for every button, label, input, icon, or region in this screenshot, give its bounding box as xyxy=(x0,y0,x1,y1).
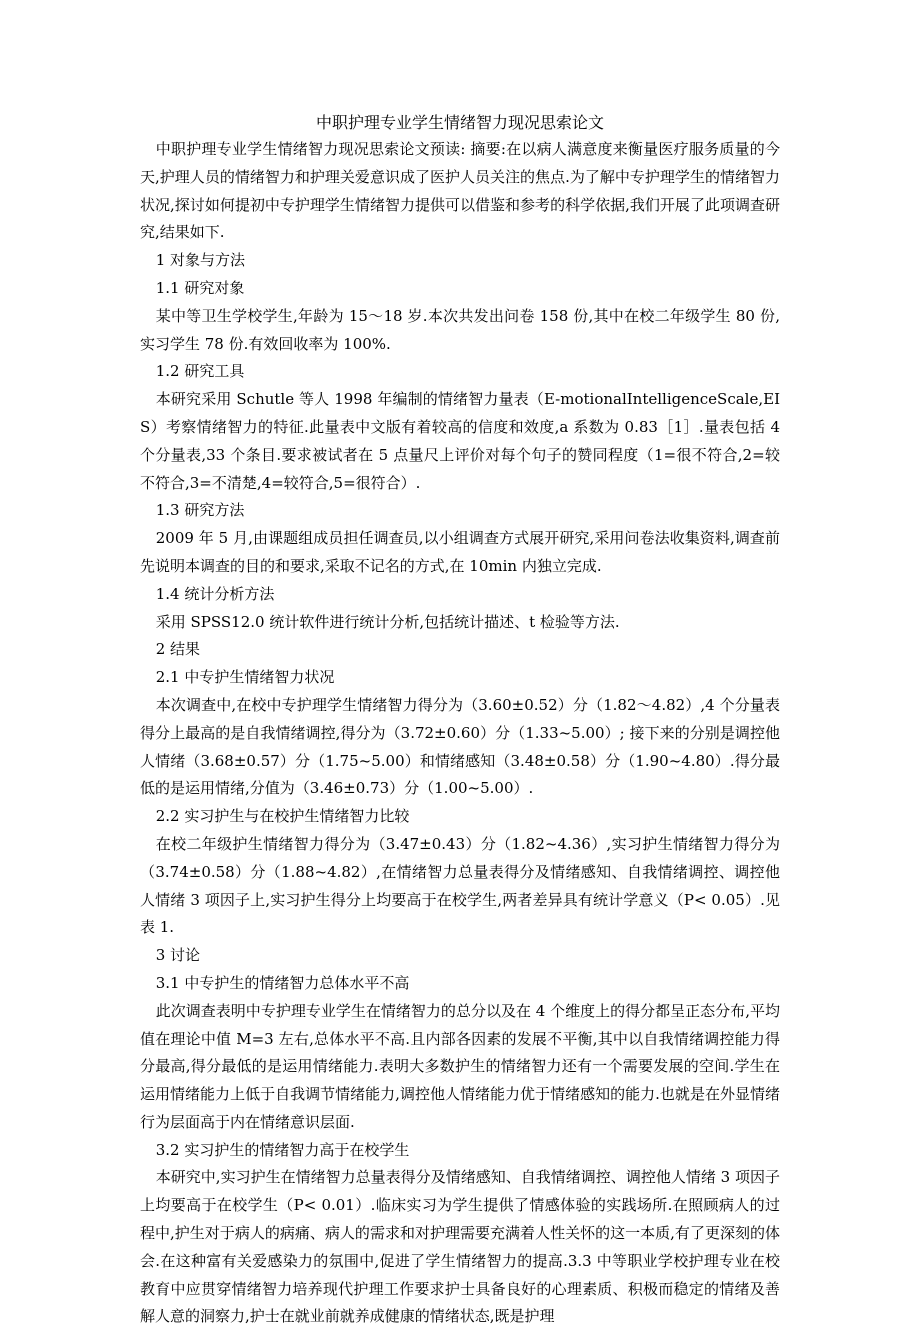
body-paragraph: 本研究采用 Schutle 等人 1998 年编制的情绪智力量表（E-motionalIntelligenceScale,EIS）考察情绪智力的特征.此量表中文版有着较高的信度和效度,a 系数为 0.83［1］.量表包括 4 个分量表,33 个条目.要求被试者在 5 点量尺上评价对每个句子的赞同程度（1=很不符合,2=较不符合,3=不清楚,4=较符合,5=很符合）. xyxy=(140,390,780,492)
document-page xyxy=(140,110,780,1331)
body-paragraph: 采用 SPSS12.0 统计软件进行统计分析,包括统计描述、t 检验等方法. xyxy=(155,612,620,631)
section-heading: 2.2 实习护生与在校护生情绪智力比较 xyxy=(155,807,410,826)
body-paragraph: 某中等卫生学校学生,年龄为 15～18 岁.本次共发出问卷 158 份,其中在校二年级学生 80 份,实习学生 78 份.有效回收率为 100%. xyxy=(140,306,780,353)
body-paragraph: 2009 年 5 月,由课题组成员担任调查员,以小组调查方式展开研究,采用问卷法收集资料,调查前先说明本调查的目的和要求,采取不记名的方式,在 10min 内独立完成. xyxy=(140,529,780,575)
section-heading: 1.3 研究方法 xyxy=(155,501,245,520)
body-paragraph: 中职护理专业学生情绪智力现况思索论文预读: 摘要:在以病人满意度来衡量医疗服务质量的今天,护理人员的情绪智力和护理关爱意识成了医护人员关注的焦点.为了解中专护理学生的情绪智力状况,探讨如何提初中专护理学生情绪智力提供可以借鉴和参考的科学依据,我们开展了此项调查研究,结果如下. xyxy=(140,140,780,242)
section-heading: 1 对象与方法 xyxy=(155,251,246,270)
section-heading: 1.4 统计分析方法 xyxy=(155,584,275,603)
document-body xyxy=(140,136,780,1331)
section-heading: 1.1 研究对象 xyxy=(155,278,245,297)
body-paragraph: 本次调查中,在校中专护理学生情绪智力得分为（3.60±0.52）分（1.82～4.82）,4 个分量表得分上最高的是自我情绪调控,得分为（3.72±0.60）分（1.33~5.00）; 接下来的分别是调控他人情绪（3.68±0.57）分（1.75~5.00）和情绪感知（3.48±0.58）分（1.90~4.80）.得分最低的是运用情绪,分值为（3.46±0.73）分（1.00~5.00）. xyxy=(140,695,780,798)
document-title: 中职护理专业学生情绪智力现况思索论文 xyxy=(315,113,604,132)
section-heading: 3 讨论 xyxy=(155,946,201,965)
section-heading: 2.1 中专护生情绪智力状况 xyxy=(155,668,335,687)
body-paragraph: 本研究中,实习护生在情绪智力总量表得分及情绪感知、自我情绪调控、调控他人情绪 3 项因子上均要高于在校学生（P< 0.01）.临床实习为学生提供了情感体验的实践场所.在照顾病人的过程中,护生对于病人的病痛、病人的需求和对护理需要充满着人性关怀的这一本质,有了更深刻的体会.在这种富有关爱感染力的氛围中,促进了学生情绪智力的提高.3.3 中等职业学校护理专业在校教育中应贯穿情绪智力培养现代护理工作要求护士具备良好的心理素质、积极而稳定的情绪及善解人意的洞察力,护士在就业前就养成健康的情绪状态,既是护理 xyxy=(140,1168,780,1326)
section-heading: 2 结果 xyxy=(155,640,201,659)
body-paragraph: 在校二年级护生情绪智力得分为（3.47±0.43）分（1.82~4.36）,实习护生情绪智力得分为（3.74±0.58）分（1.88~4.82）,在情绪智力总量表得分及情绪感知、自我情绪调控、调控他人情绪 3 项因子上,实习护生得分上均要高于在校学生,两者差异具有统计学意义（P< 0.05）.见表 1. xyxy=(140,834,780,937)
body-paragraph: 此次调查表明中专护理专业学生在情绪智力的总分以及在 4 个维度上的得分都呈正态分布,平均值在理论中值 M=3 左右,总体水平不高.且内部各因素的发展不平衡,其中以自我情绪调控能力得分最高,得分最低的是运用情绪能力.表明大多数护生的情绪智力还有一个需要发展的空间.学生在运用情绪能力上低于自我调节情绪能力,调控他人情绪能力优于情绪感知的能力.也就是在外显情绪行为层面高于内在情绪意识层面. xyxy=(140,1001,780,1131)
section-heading: 3.2 实习护生的情绪智力高于在校学生 xyxy=(155,1140,410,1159)
section-heading: 1.2 研究工具 xyxy=(155,362,245,381)
section-heading: 3.1 中专护生的情绪智力总体水平不高 xyxy=(155,973,410,992)
